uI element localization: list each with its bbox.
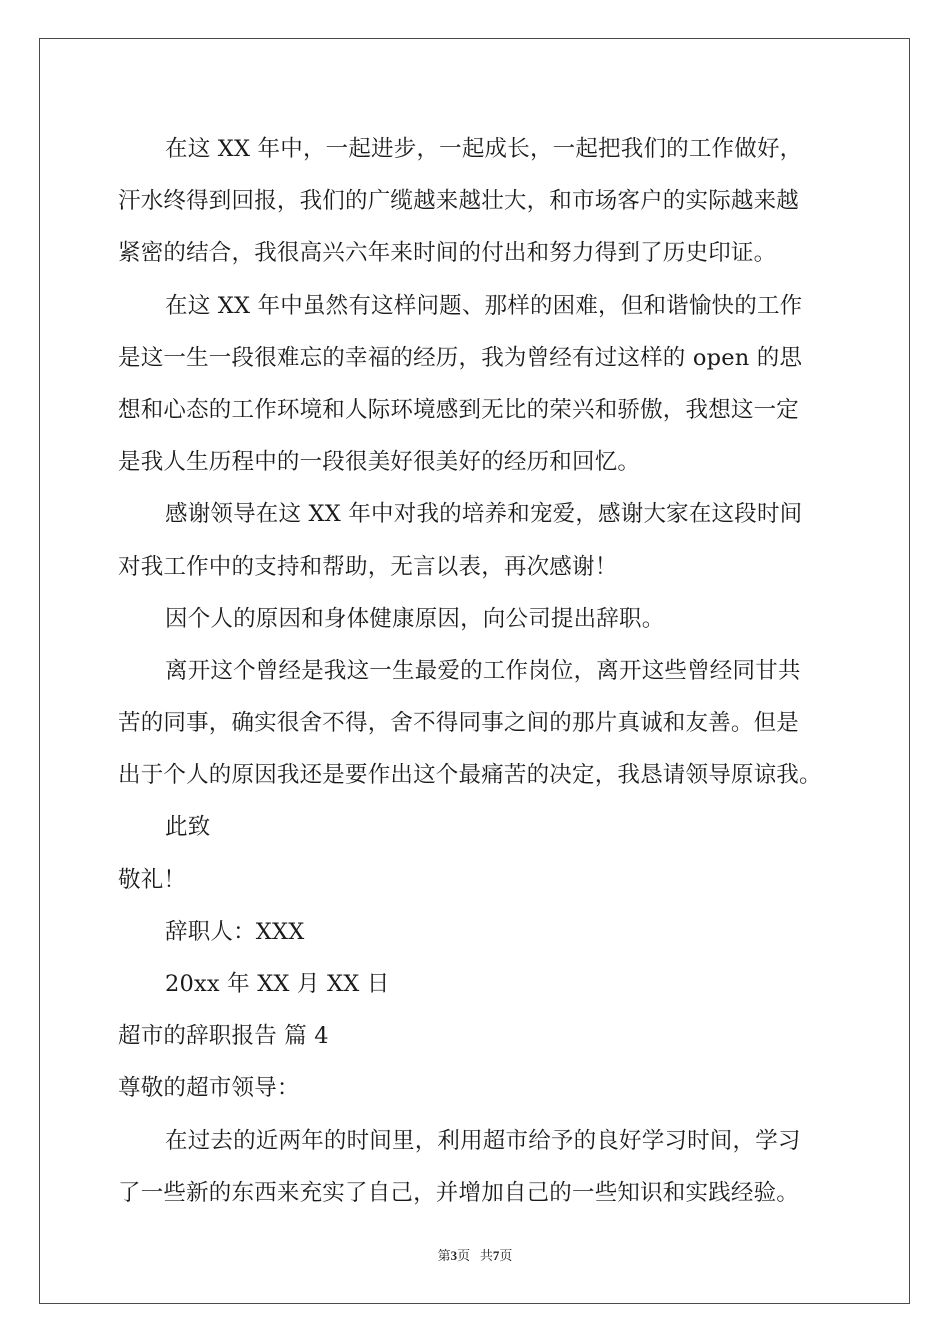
text-line: 感谢领导在这 XX 年中对我的培养和宠爱，感谢大家在这段时间	[165, 501, 803, 528]
total-pages: 7	[492, 1248, 500, 1263]
closing-regards: 敬礼！	[118, 866, 187, 893]
page-footer	[0, 1248, 950, 1264]
page-prefix: 第	[437, 1248, 451, 1263]
text-line: 在这 XX 年中，一起进步，一起成长，一起把我们的工作做好，	[165, 136, 803, 162]
text-line: 在过去的近两年的时间里，利用超市给予的良好学习时间，学习	[165, 1127, 801, 1154]
text-line: 离开这个曾经是我这一生最爱的工作岗位，离开这些曾经同甘共	[165, 657, 801, 684]
closing-salutation: 此致	[165, 814, 211, 841]
section-heading: 超市的辞职报告 篇 4	[118, 1023, 329, 1050]
greeting-line: 尊敬的超市领导：	[118, 1075, 300, 1102]
text-line: 紧密的结合，我很高兴六年来时间的付出和努力得到了历史印证。	[118, 240, 777, 267]
text-line: 因个人的原因和身体健康原因，向公司提出辞职。	[165, 605, 665, 632]
text-line: 在这 XX 年中虽然有这样问题、那样的困难，但和谐愉快的工作	[165, 292, 803, 319]
page-number: 3	[450, 1248, 458, 1263]
text-line: 了一些新的东西来充实了自己，并增加自己的一些知识和实践经验。	[118, 1179, 800, 1206]
text-line: 汗水终得到回报，我们的广缆越来越壮大，和市场客户的实际越来越	[118, 188, 800, 215]
text-line: 对我工作中的支持和帮助，无言以表，再次感谢！	[118, 553, 618, 580]
page-suffix: 页	[457, 1248, 471, 1263]
total-suffix: 页	[499, 1248, 513, 1263]
text-line: 是这一生一段很难忘的幸福的经历，我为曾经有过这样的 open 的思	[118, 344, 803, 371]
document-body	[118, 123, 848, 1219]
date-line: 20xx 年 XX 月 XX 日	[165, 971, 390, 997]
text-line: 出于个人的原因我还是要作出这个最痛苦的决定，我恳请领导原谅我。	[118, 762, 822, 789]
text-line: 苦的同事，确实很舍不得，舍不得同事之间的那片真诚和友善。但是	[118, 710, 800, 737]
text-line: 想和心态的工作环境和人际环境感到无比的荣兴和骄傲，我想这一定	[118, 396, 800, 423]
signature-line: 辞职人：XXX	[165, 918, 305, 945]
total-prefix: 共	[479, 1248, 493, 1263]
text-line: 是我人生历程中的一段很美好很美好的经历和回忆。	[118, 449, 641, 476]
